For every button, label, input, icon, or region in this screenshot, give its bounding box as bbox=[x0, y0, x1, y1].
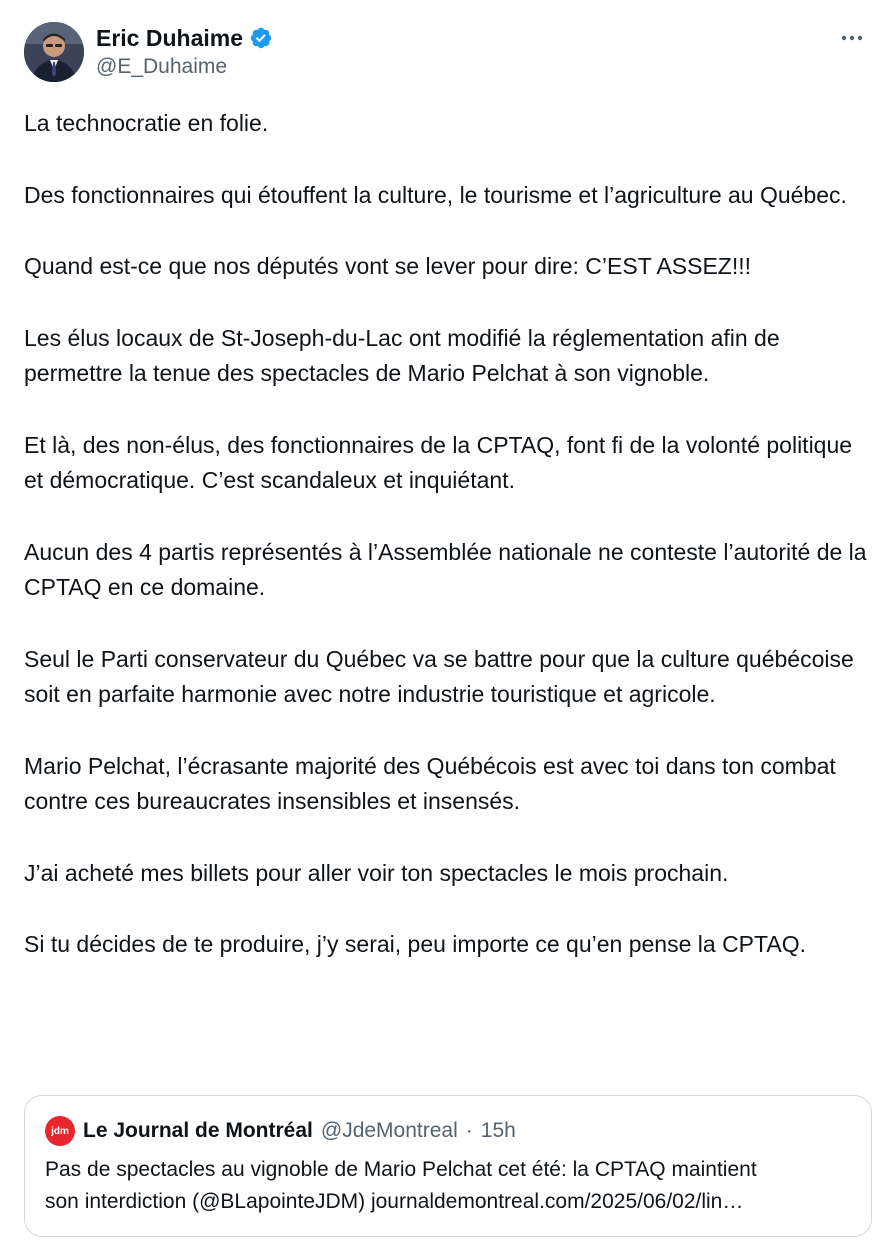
name-row bbox=[96, 24, 273, 52]
more-options-icon bbox=[841, 35, 863, 41]
tweet-paragraph: J’ai acheté mes billets pour aller voir ton spectacles le mois prochain. bbox=[24, 859, 729, 886]
author-display-name[interactable]: Eric Duhaime bbox=[96, 25, 243, 51]
tweet-paragraph: Si tu décides de te produire, j’y serai, peu importe ce qu’en pense la CPTAQ. bbox=[24, 931, 806, 957]
jdm-logo-icon: jdm bbox=[45, 1116, 75, 1146]
tweet-paragraph: Des fonctionnaires qui étouffent la culture, le tourisme et l’agriculture au Québec. bbox=[24, 181, 847, 208]
tweet-header bbox=[24, 22, 872, 86]
tweet-paragraph: Aucun des 4 partis représentés à l’Assemblée nationale ne conteste l’autorité de la CPTAQ en ce domaine. bbox=[24, 538, 873, 600]
quoted-tweet-card[interactable] bbox=[24, 1095, 872, 1237]
tweet-paragraph: La technocratie en folie. bbox=[24, 110, 269, 136]
author-handle[interactable]: @E_Duhaime bbox=[96, 55, 228, 78]
more-options-button[interactable] bbox=[836, 26, 868, 50]
quoted-text-line: Pas de spectacles au vignoble de Mario Pelchat cet été: la CPTAQ maintient bbox=[45, 1158, 757, 1181]
tweet-paragraph: Seul le Parti conservateur du Québec va se battre pour que la culture québécoise soit en parfaite harmonie avec notre industrie touristique et agricole. bbox=[24, 645, 861, 707]
tweet-text bbox=[24, 106, 872, 999]
verified-badge-icon bbox=[249, 26, 273, 50]
quoted-tweet-header bbox=[45, 1116, 851, 1146]
tweet-paragraph: Et là, des non-élus, des fonctionnaires de la CPTAQ, font fi de la volonté politique et démocratique. C’est scandaleux et inquiétant. bbox=[24, 431, 859, 493]
quoted-tweet-text bbox=[45, 1154, 851, 1218]
separator-dot: · bbox=[465, 1119, 473, 1142]
quoted-timestamp[interactable]: 15h bbox=[480, 1119, 516, 1142]
avatar[interactable] bbox=[24, 22, 84, 82]
quoted-text-line: son interdiction (@BLapointeJDM) journaldemontreal.com/2025/06/02/lin… bbox=[45, 1190, 744, 1213]
quoted-author-name[interactable]: Le Journal de Montréal bbox=[83, 1119, 313, 1142]
tweet-paragraph: Mario Pelchat, l’écrasante majorité des Québécois est avec toi dans ton combat contre ces bureaucrates insensibles et insensés. bbox=[24, 752, 843, 814]
tweet-paragraph: Les élus locaux de St-Joseph-du-Lac ont modifié la réglementation afin de permettre la tenue des spectacles de Mario Pelchat à son vignoble. bbox=[24, 324, 787, 386]
profile-photo-icon bbox=[24, 22, 84, 82]
quoted-author-handle[interactable]: @JdeMontreal bbox=[320, 1119, 458, 1142]
tweet-paragraph: Quand est-ce que nos députés vont se lever pour dire: C’EST ASSEZ!!! bbox=[24, 253, 752, 279]
